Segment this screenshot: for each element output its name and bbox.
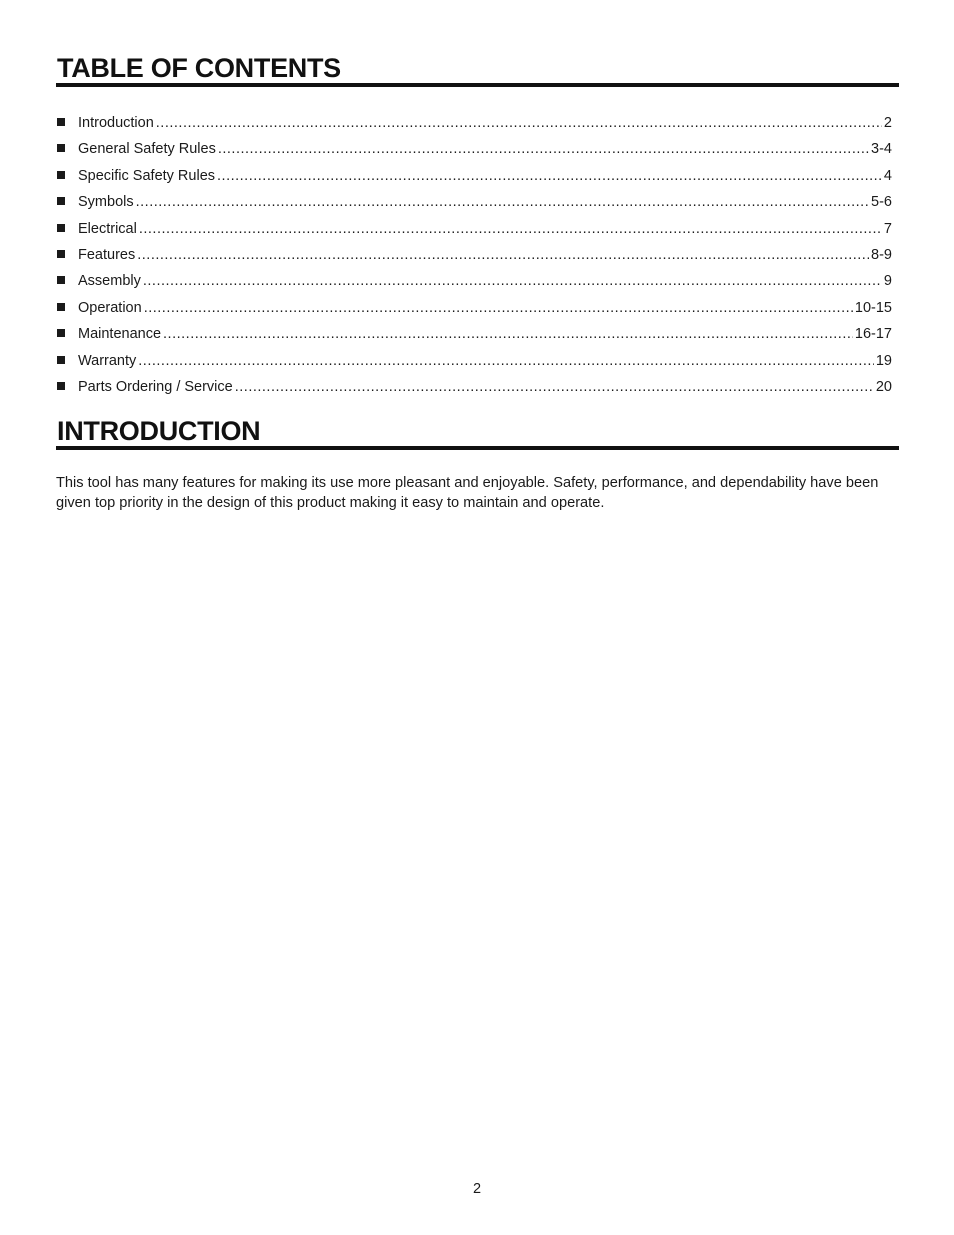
introduction-heading: INTRODUCTION bbox=[56, 416, 899, 450]
toc-item-label: General Safety Rules bbox=[78, 141, 216, 158]
introduction-body: This tool has many features for making its use more pleasant and enjoyable. Safety, performance, and dependability have been given top priority in the design of this product making it easy to maintain and operate. bbox=[56, 475, 879, 511]
square-bullet-icon bbox=[57, 118, 65, 126]
toc-dot-leader bbox=[138, 348, 874, 374]
toc-item-label: Warranty bbox=[78, 352, 137, 369]
toc-dot-leader bbox=[136, 189, 869, 215]
toc-item-page: 9 bbox=[883, 273, 892, 290]
toc-item-page: 20 bbox=[875, 378, 892, 395]
toc-dot-leader bbox=[144, 295, 853, 321]
toc-dot-leader bbox=[137, 242, 869, 268]
toc-item-page: 10-15 bbox=[854, 299, 892, 316]
square-bullet-icon bbox=[57, 276, 65, 284]
toc-item-label: Specific Safety Rules bbox=[78, 167, 216, 184]
toc-item-page: 2 bbox=[883, 115, 892, 131]
square-bullet-icon bbox=[57, 197, 65, 205]
toc-item[interactable] bbox=[56, 295, 892, 321]
toc-dot-leader bbox=[235, 374, 874, 400]
toc-item-label: Assembly bbox=[78, 273, 141, 290]
toc-item-page: 3-4 bbox=[871, 141, 892, 158]
toc-item-label: Introduction bbox=[78, 115, 154, 131]
toc-item[interactable] bbox=[56, 321, 892, 347]
toc-item-label: Maintenance bbox=[78, 326, 162, 343]
toc-item[interactable] bbox=[56, 348, 892, 374]
toc-item[interactable] bbox=[56, 374, 892, 400]
toc-item-page: 19 bbox=[875, 352, 892, 369]
square-bullet-icon bbox=[57, 356, 65, 364]
toc-item-label: Features bbox=[78, 246, 136, 263]
square-bullet-icon bbox=[57, 224, 65, 232]
toc-item[interactable] bbox=[56, 216, 892, 242]
page-number: 2 bbox=[472, 1181, 482, 1197]
toc-list bbox=[56, 110, 892, 400]
toc-item[interactable] bbox=[56, 136, 892, 162]
square-bullet-icon bbox=[57, 303, 65, 311]
toc-dot-leader bbox=[139, 216, 882, 242]
toc-dot-leader bbox=[143, 268, 882, 294]
toc-item-page: 8-9 bbox=[871, 246, 892, 263]
toc-item-page: 7 bbox=[883, 220, 892, 237]
toc-dot-leader bbox=[217, 163, 882, 189]
toc-item-page: 4 bbox=[883, 167, 892, 184]
square-bullet-icon bbox=[57, 382, 65, 390]
toc-dot-leader bbox=[163, 321, 853, 347]
toc-item-label: Electrical bbox=[78, 220, 137, 237]
square-bullet-icon bbox=[57, 144, 65, 152]
toc-item[interactable] bbox=[56, 189, 892, 215]
square-bullet-icon bbox=[57, 329, 65, 337]
square-bullet-icon bbox=[57, 250, 65, 258]
toc-item[interactable] bbox=[56, 242, 892, 268]
toc-item-page: 16-17 bbox=[854, 326, 892, 343]
square-bullet-icon bbox=[57, 171, 65, 179]
toc-dot-leader bbox=[156, 110, 882, 136]
toc-item-label: Parts Ordering / Service bbox=[78, 378, 233, 395]
toc-heading: TABLE OF CONTENTS bbox=[56, 53, 899, 87]
toc-item-page: 5-6 bbox=[871, 194, 892, 211]
toc-dot-leader bbox=[218, 136, 869, 162]
toc-item[interactable] bbox=[56, 110, 892, 136]
toc-item-label: Operation bbox=[78, 299, 142, 316]
toc-item-label: Symbols bbox=[78, 194, 134, 211]
toc-item[interactable] bbox=[56, 163, 892, 189]
toc-item[interactable] bbox=[56, 268, 892, 294]
